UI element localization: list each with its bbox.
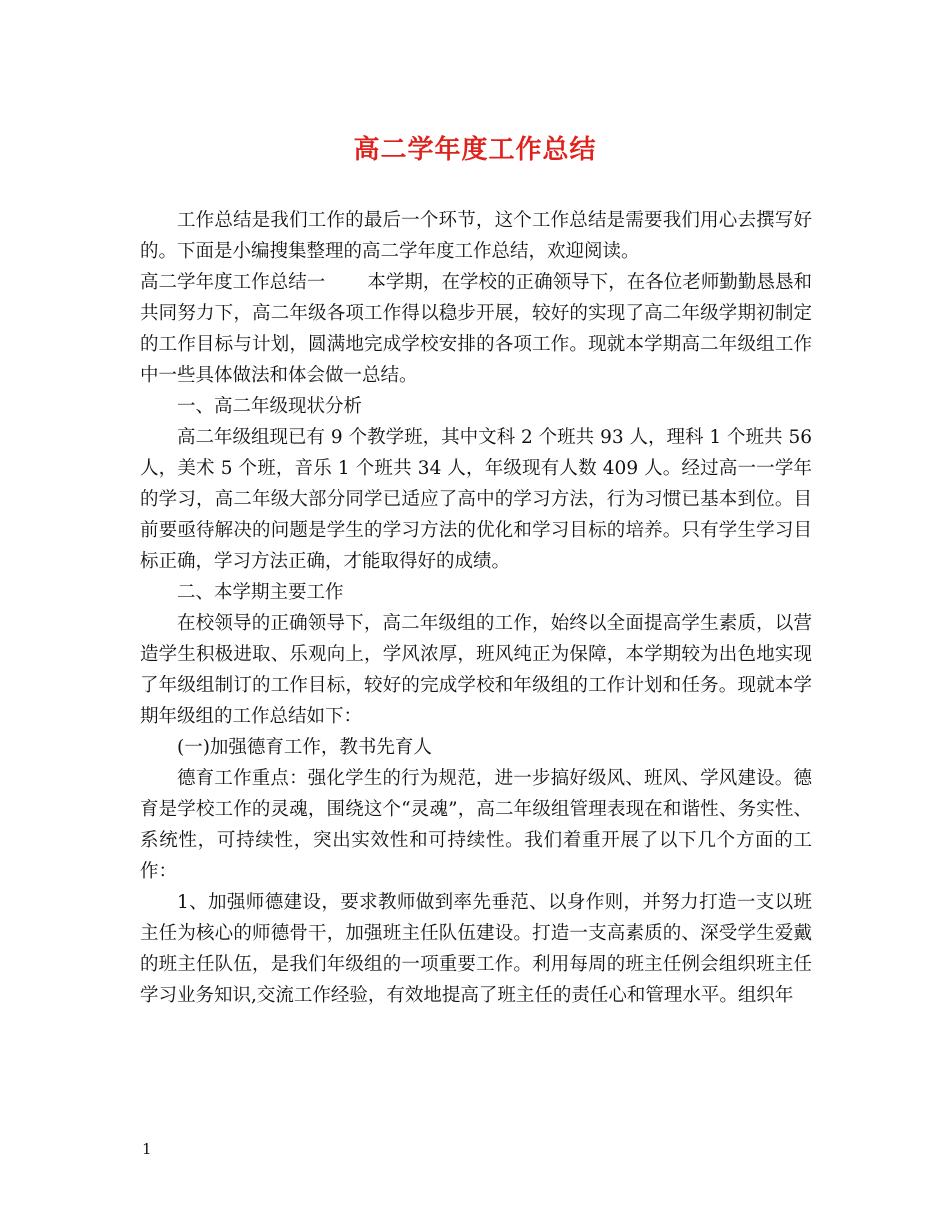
section-heading: 高二学年度工作总结一	[140, 272, 326, 293]
document-title: 高二学年度工作总结	[353, 135, 597, 165]
teacher-ethics-paragraph: 1、加强师德建设，要求教师做到率先垂范、以身作则，并努力打造一支以班主任为核心的师德骨干，加强班主任队伍建设。打造一支高素质的、深受学生爱戴的班主任队伍，是我们年级组的一项重要工作。利用每周的班主任例会组织班主任学习业务知识,交流工作经验，有效地提高了班主任的责任心和管理水平。组织年	[140, 892, 812, 1006]
intro-paragraph: 工作总结是我们工作的最后一个环节，这个工作总结是需要我们用心去撰写好的。下面是小编搜集整理的高二学年度工作总结，欢迎阅读。	[140, 210, 812, 262]
main-work-paragraph: 在校领导的正确领导下，高二年级组的工作，始终以全面提高学生素质，以营造学生积极进取、乐观向上，学风浓厚，班风纯正为保障，本学期较为出色地实现了年级组制订的工作目标，较好的完成学校和年级组的工作计划和任务。现就本学期年级组的工作总结如下：	[140, 613, 812, 727]
section-opening-text: 本学期，在学校的正确领导下，在各位老师勤勤恳恳和共同努力下，高二年级各项工作得以稳步开展，较好的实现了高二年级学期初制定的工作目标与计划，圆满地完成学校安排的各项工作。现就本学期高二年级组工作中一些具体做法和体会做一总结。	[140, 272, 812, 386]
page-number: 1	[142, 1140, 152, 1158]
status-analysis-paragraph: 高二年级组现已有 9 个教学班，其中文科 2 个班共 93 人，理科 1 个班共 56 人，美术 5 个班，音乐 1 个班共 34 人，年级现有人数 409 人。经过高一一学年的学习，高二年级大部分同学已适应了高中的学习方法，行为习惯已基本到位。目前要亟待解决的问题是学生的学习方法的优化和学习目标的培养。只有学生学习目标正确，学习方法正确，才能取得好的成绩。	[140, 427, 812, 572]
heading-status-analysis: 一、高二年级现状分析	[177, 396, 363, 417]
moral-education-paragraph: 德育工作重点：强化学生的行为规范，进一步搞好级风、班风、学风建设。德育是学校工作的灵魂，围绕这个“灵魂”，高二年级组管理表现在和谐性、务实性、系统性，可持续性，突出实效性和可持续性。我们着重开展了以下几个方面的工作：	[140, 768, 812, 882]
document-body	[140, 205, 812, 1011]
subheading-moral-education: (一)加强德育工作，教书先育人	[177, 737, 432, 758]
section-opening-paragraph	[140, 267, 812, 391]
heading-main-work: 二、本学期主要工作	[177, 582, 344, 603]
